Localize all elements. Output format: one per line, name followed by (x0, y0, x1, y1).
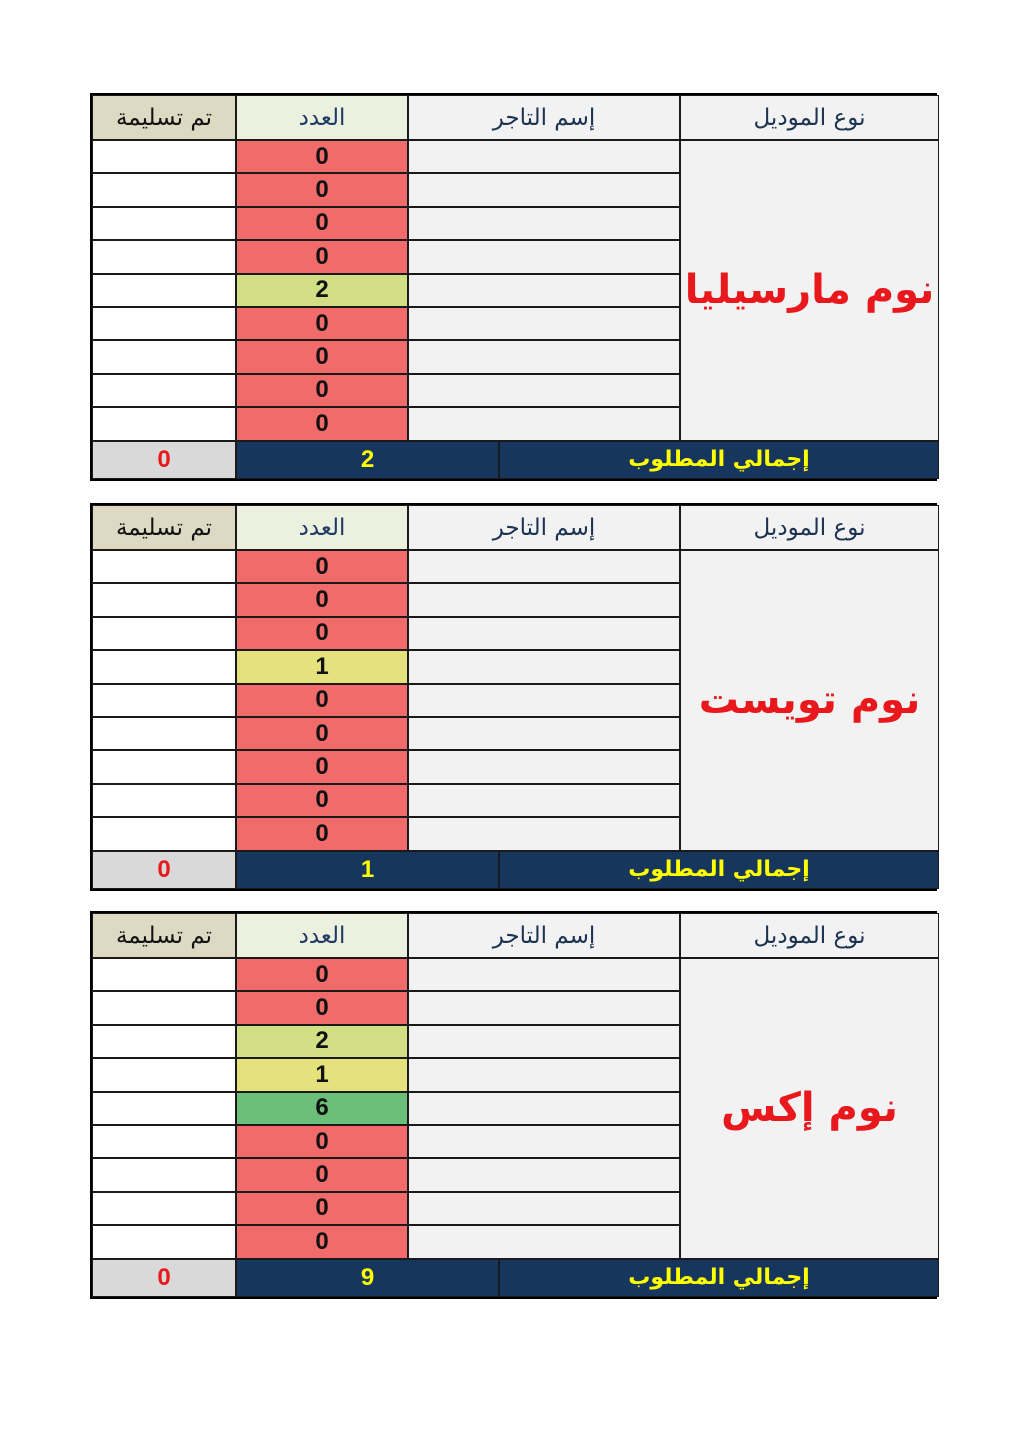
delivered-cell[interactable] (92, 1192, 236, 1225)
count-cell: 0 (236, 140, 408, 173)
delivered-cell[interactable] (92, 1225, 236, 1258)
count-cell: 1 (236, 650, 408, 683)
header-count: العدد (236, 95, 408, 140)
delivered-cell[interactable] (92, 274, 236, 307)
model-table (90, 503, 937, 891)
header-count: العدد (236, 913, 408, 958)
count-cell: 0 (236, 340, 408, 373)
trader-name-cell[interactable] (408, 1058, 680, 1091)
delivered-cell[interactable] (92, 784, 236, 817)
count-cell: 0 (236, 307, 408, 340)
delivered-cell[interactable] (92, 958, 236, 991)
trader-name-cell[interactable] (408, 1192, 680, 1225)
delivered-cell[interactable] (92, 817, 236, 850)
delivered-total: 0 (92, 851, 236, 889)
trader-name-cell[interactable] (408, 1158, 680, 1191)
total-label: إجمالي المطلوب (499, 851, 939, 889)
trader-name-cell[interactable] (408, 991, 680, 1024)
required-total: 9 (236, 1259, 499, 1297)
trader-name-cell[interactable] (408, 274, 680, 307)
header-model-type: نوع الموديل (680, 913, 939, 958)
count-cell: 0 (236, 583, 408, 616)
trader-name-cell[interactable] (408, 307, 680, 340)
delivered-cell[interactable] (92, 750, 236, 783)
count-cell: 0 (236, 750, 408, 783)
count-cell: 0 (236, 717, 408, 750)
trader-name-cell[interactable] (408, 717, 680, 750)
delivered-cell[interactable] (92, 173, 236, 206)
delivered-cell[interactable] (92, 340, 236, 373)
delivered-cell[interactable] (92, 240, 236, 273)
count-cell: 0 (236, 617, 408, 650)
header-delivered: تم تسليمة (92, 95, 236, 140)
delivered-cell[interactable] (92, 1158, 236, 1191)
header-count: العدد (236, 505, 408, 550)
trader-name-cell[interactable] (408, 207, 680, 240)
model-name: نوم مارسيليا (680, 140, 939, 441)
model-name: نوم إكس (680, 958, 939, 1259)
trader-name-cell[interactable] (408, 1092, 680, 1125)
trader-name-cell[interactable] (408, 140, 680, 173)
required-total: 2 (236, 441, 499, 479)
count-cell: 0 (236, 684, 408, 717)
delivered-cell[interactable] (92, 1058, 236, 1091)
delivered-cell[interactable] (92, 374, 236, 407)
count-cell: 0 (236, 1158, 408, 1191)
trader-name-cell[interactable] (408, 617, 680, 650)
trader-name-cell[interactable] (408, 1025, 680, 1058)
delivered-cell[interactable] (92, 550, 236, 583)
trader-name-cell[interactable] (408, 958, 680, 991)
delivered-cell[interactable] (92, 1125, 236, 1158)
count-cell: 0 (236, 1225, 408, 1258)
count-cell: 6 (236, 1092, 408, 1125)
delivered-cell[interactable] (92, 717, 236, 750)
trader-name-cell[interactable] (408, 340, 680, 373)
total-label: إجمالي المطلوب (499, 441, 939, 479)
header-model-type: نوع الموديل (680, 95, 939, 140)
header-trader-name: إسم التاجر (408, 95, 680, 140)
count-cell: 0 (236, 817, 408, 850)
trader-name-cell[interactable] (408, 1225, 680, 1258)
trader-name-cell[interactable] (408, 1125, 680, 1158)
model-name: نوم تويست (680, 550, 939, 851)
count-cell: 0 (236, 173, 408, 206)
count-cell: 0 (236, 240, 408, 273)
delivered-cell[interactable] (92, 684, 236, 717)
total-label: إجمالي المطلوب (499, 1259, 939, 1297)
delivered-cell[interactable] (92, 1092, 236, 1125)
count-cell: 0 (236, 207, 408, 240)
trader-name-cell[interactable] (408, 240, 680, 273)
count-cell: 0 (236, 550, 408, 583)
delivered-cell[interactable] (92, 407, 236, 440)
delivered-cell[interactable] (92, 207, 236, 240)
count-cell: 0 (236, 374, 408, 407)
count-cell: 0 (236, 1125, 408, 1158)
delivered-cell[interactable] (92, 991, 236, 1024)
delivered-total: 0 (92, 441, 236, 479)
count-cell: 0 (236, 407, 408, 440)
trader-name-cell[interactable] (408, 173, 680, 206)
count-cell: 2 (236, 274, 408, 307)
delivered-cell[interactable] (92, 1025, 236, 1058)
header-delivered: تم تسليمة (92, 505, 236, 550)
count-cell: 0 (236, 784, 408, 817)
header-delivered: تم تسليمة (92, 913, 236, 958)
required-total: 1 (236, 851, 499, 889)
count-cell: 0 (236, 991, 408, 1024)
count-cell: 0 (236, 958, 408, 991)
count-cell: 0 (236, 1192, 408, 1225)
delivered-cell[interactable] (92, 307, 236, 340)
delivered-cell[interactable] (92, 583, 236, 616)
delivered-cell[interactable] (92, 617, 236, 650)
delivered-total: 0 (92, 1259, 236, 1297)
model-table (90, 93, 937, 481)
trader-name-cell[interactable] (408, 817, 680, 850)
trader-name-cell[interactable] (408, 650, 680, 683)
header-model-type: نوع الموديل (680, 505, 939, 550)
trader-name-cell[interactable] (408, 550, 680, 583)
delivered-cell[interactable] (92, 140, 236, 173)
trader-name-cell[interactable] (408, 374, 680, 407)
model-table (90, 911, 937, 1299)
trader-name-cell[interactable] (408, 407, 680, 440)
count-cell: 1 (236, 1058, 408, 1091)
delivered-cell[interactable] (92, 650, 236, 683)
trader-name-cell[interactable] (408, 750, 680, 783)
trader-name-cell[interactable] (408, 784, 680, 817)
header-trader-name: إسم التاجر (408, 505, 680, 550)
header-trader-name: إسم التاجر (408, 913, 680, 958)
count-cell: 2 (236, 1025, 408, 1058)
trader-name-cell[interactable] (408, 684, 680, 717)
trader-name-cell[interactable] (408, 583, 680, 616)
